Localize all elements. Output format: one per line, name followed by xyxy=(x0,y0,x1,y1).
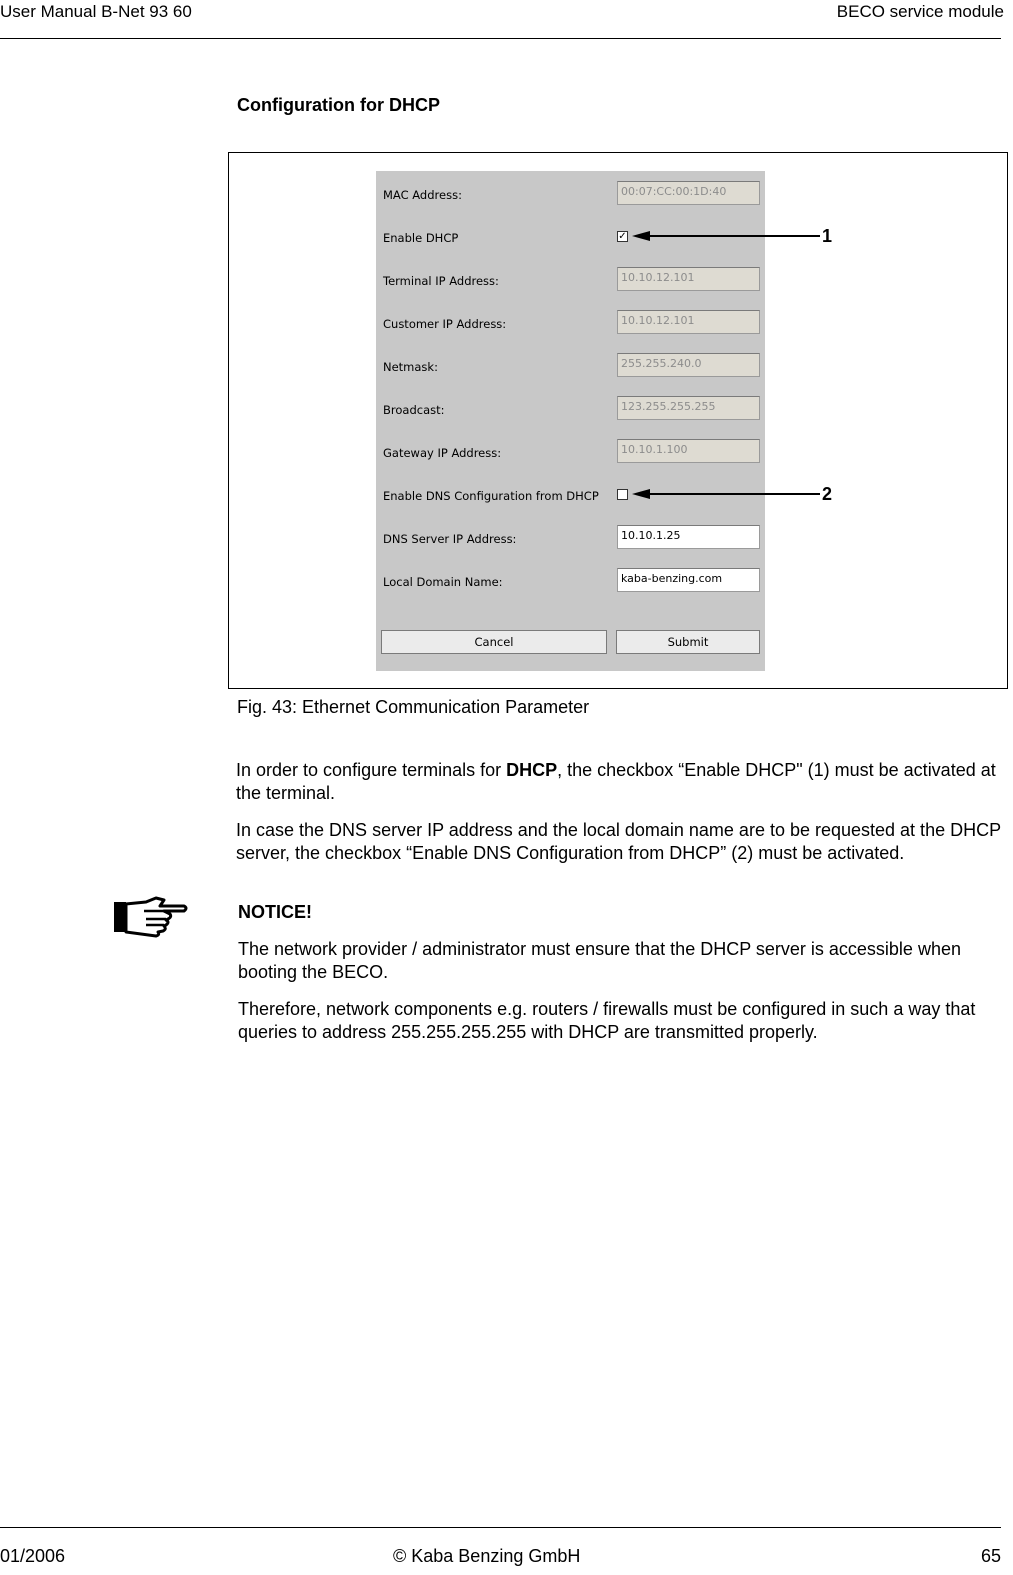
terminal-ip-field: 10.10.12.101 xyxy=(617,267,760,291)
enable-dhcp-label: Enable DHCP xyxy=(383,231,459,245)
header-section: BECO service module xyxy=(836,2,1004,21)
section-title: Configuration for DHCP xyxy=(237,95,440,115)
paragraph-dhcp-end: , the checkbox “Enable DHCP" (1) must be activated at the terminal. xyxy=(236,760,996,803)
terminal-ip-label: Terminal IP Address: xyxy=(383,274,499,288)
callout-1-line xyxy=(648,235,820,237)
domain-name-field[interactable]: kaba-benzing.com xyxy=(617,568,760,592)
netmask-label: Netmask: xyxy=(383,360,438,374)
header-title: User Manual B-Net 93 60 xyxy=(0,2,192,21)
paragraph-dhcp xyxy=(236,759,1006,805)
enable-dhcp-row xyxy=(376,224,765,250)
config-form xyxy=(376,171,765,671)
footer-divider xyxy=(0,1527,1001,1528)
terminal-ip-row xyxy=(376,267,765,293)
header-divider xyxy=(0,38,1001,39)
mac-address-label: MAC Address: xyxy=(383,188,462,202)
netmask-field: 255.255.240.0 xyxy=(617,353,760,377)
figure-caption: Fig. 43: Ethernet Communication Parameter xyxy=(237,697,590,717)
cancel-button[interactable]: Cancel xyxy=(381,630,607,654)
callout-1-number: 1 xyxy=(822,226,833,246)
domain-name-label: Local Domain Name: xyxy=(383,575,503,589)
mac-address-row xyxy=(376,181,765,207)
paragraph-dns: In case the DNS server IP address and the local domain name are to be requested at the DHCP server, the checkbox “Enable DNS Configuration from DHCP” (2) must be activated. xyxy=(236,820,1001,863)
broadcast-field: 123.255.255.255 xyxy=(617,396,760,420)
customer-ip-field: 10.10.12.101 xyxy=(617,310,760,334)
footer-copyright: © Kaba Benzing GmbH xyxy=(393,1546,581,1566)
page-number: 65 xyxy=(980,1546,1001,1566)
customer-ip-label: Customer IP Address: xyxy=(383,317,507,331)
broadcast-row xyxy=(376,396,765,422)
gateway-ip-row xyxy=(376,439,765,465)
footer-date: 01/2006 xyxy=(0,1546,66,1566)
gateway-ip-field: 10.10.1.100 xyxy=(617,439,760,463)
callout-2-line xyxy=(648,493,820,495)
dns-server-row xyxy=(376,525,765,551)
enable-dns-checkbox[interactable] xyxy=(617,489,628,500)
paragraph-dhcp-bold: DHCP xyxy=(506,760,558,780)
notice-title: NOTICE! xyxy=(238,902,312,922)
dns-server-label: DNS Server IP Address: xyxy=(383,532,517,546)
netmask-row xyxy=(376,353,765,379)
enable-dhcp-checkbox[interactable]: ✓ xyxy=(618,231,627,242)
paragraph-dhcp-start: In order to configure terminals for xyxy=(236,760,507,780)
gateway-ip-label: Gateway IP Address: xyxy=(383,446,502,460)
pointing-hand-icon xyxy=(112,896,188,945)
enable-dns-label: Enable DNS Configuration from DHCP xyxy=(383,489,599,503)
enable-dns-row xyxy=(376,482,765,508)
broadcast-label: Broadcast: xyxy=(383,403,445,417)
callout-2-number: 2 xyxy=(822,484,833,504)
domain-name-row xyxy=(376,568,765,594)
dns-server-field[interactable]: 10.10.1.25 xyxy=(617,525,760,549)
notice-paragraph-2: Therefore, network components e.g. routers / firewalls must be configured in such a way that queries to address 255.255.255.255 with DHCP are transmitted properly. xyxy=(238,999,976,1042)
notice-paragraph-1: The network provider / administrator must ensure that the DHCP server is accessible when booting the BECO. xyxy=(238,939,961,982)
submit-button[interactable]: Submit xyxy=(616,630,760,654)
customer-ip-row xyxy=(376,310,765,336)
mac-address-field: 00:07:CC:00:1D:40 xyxy=(617,181,760,205)
